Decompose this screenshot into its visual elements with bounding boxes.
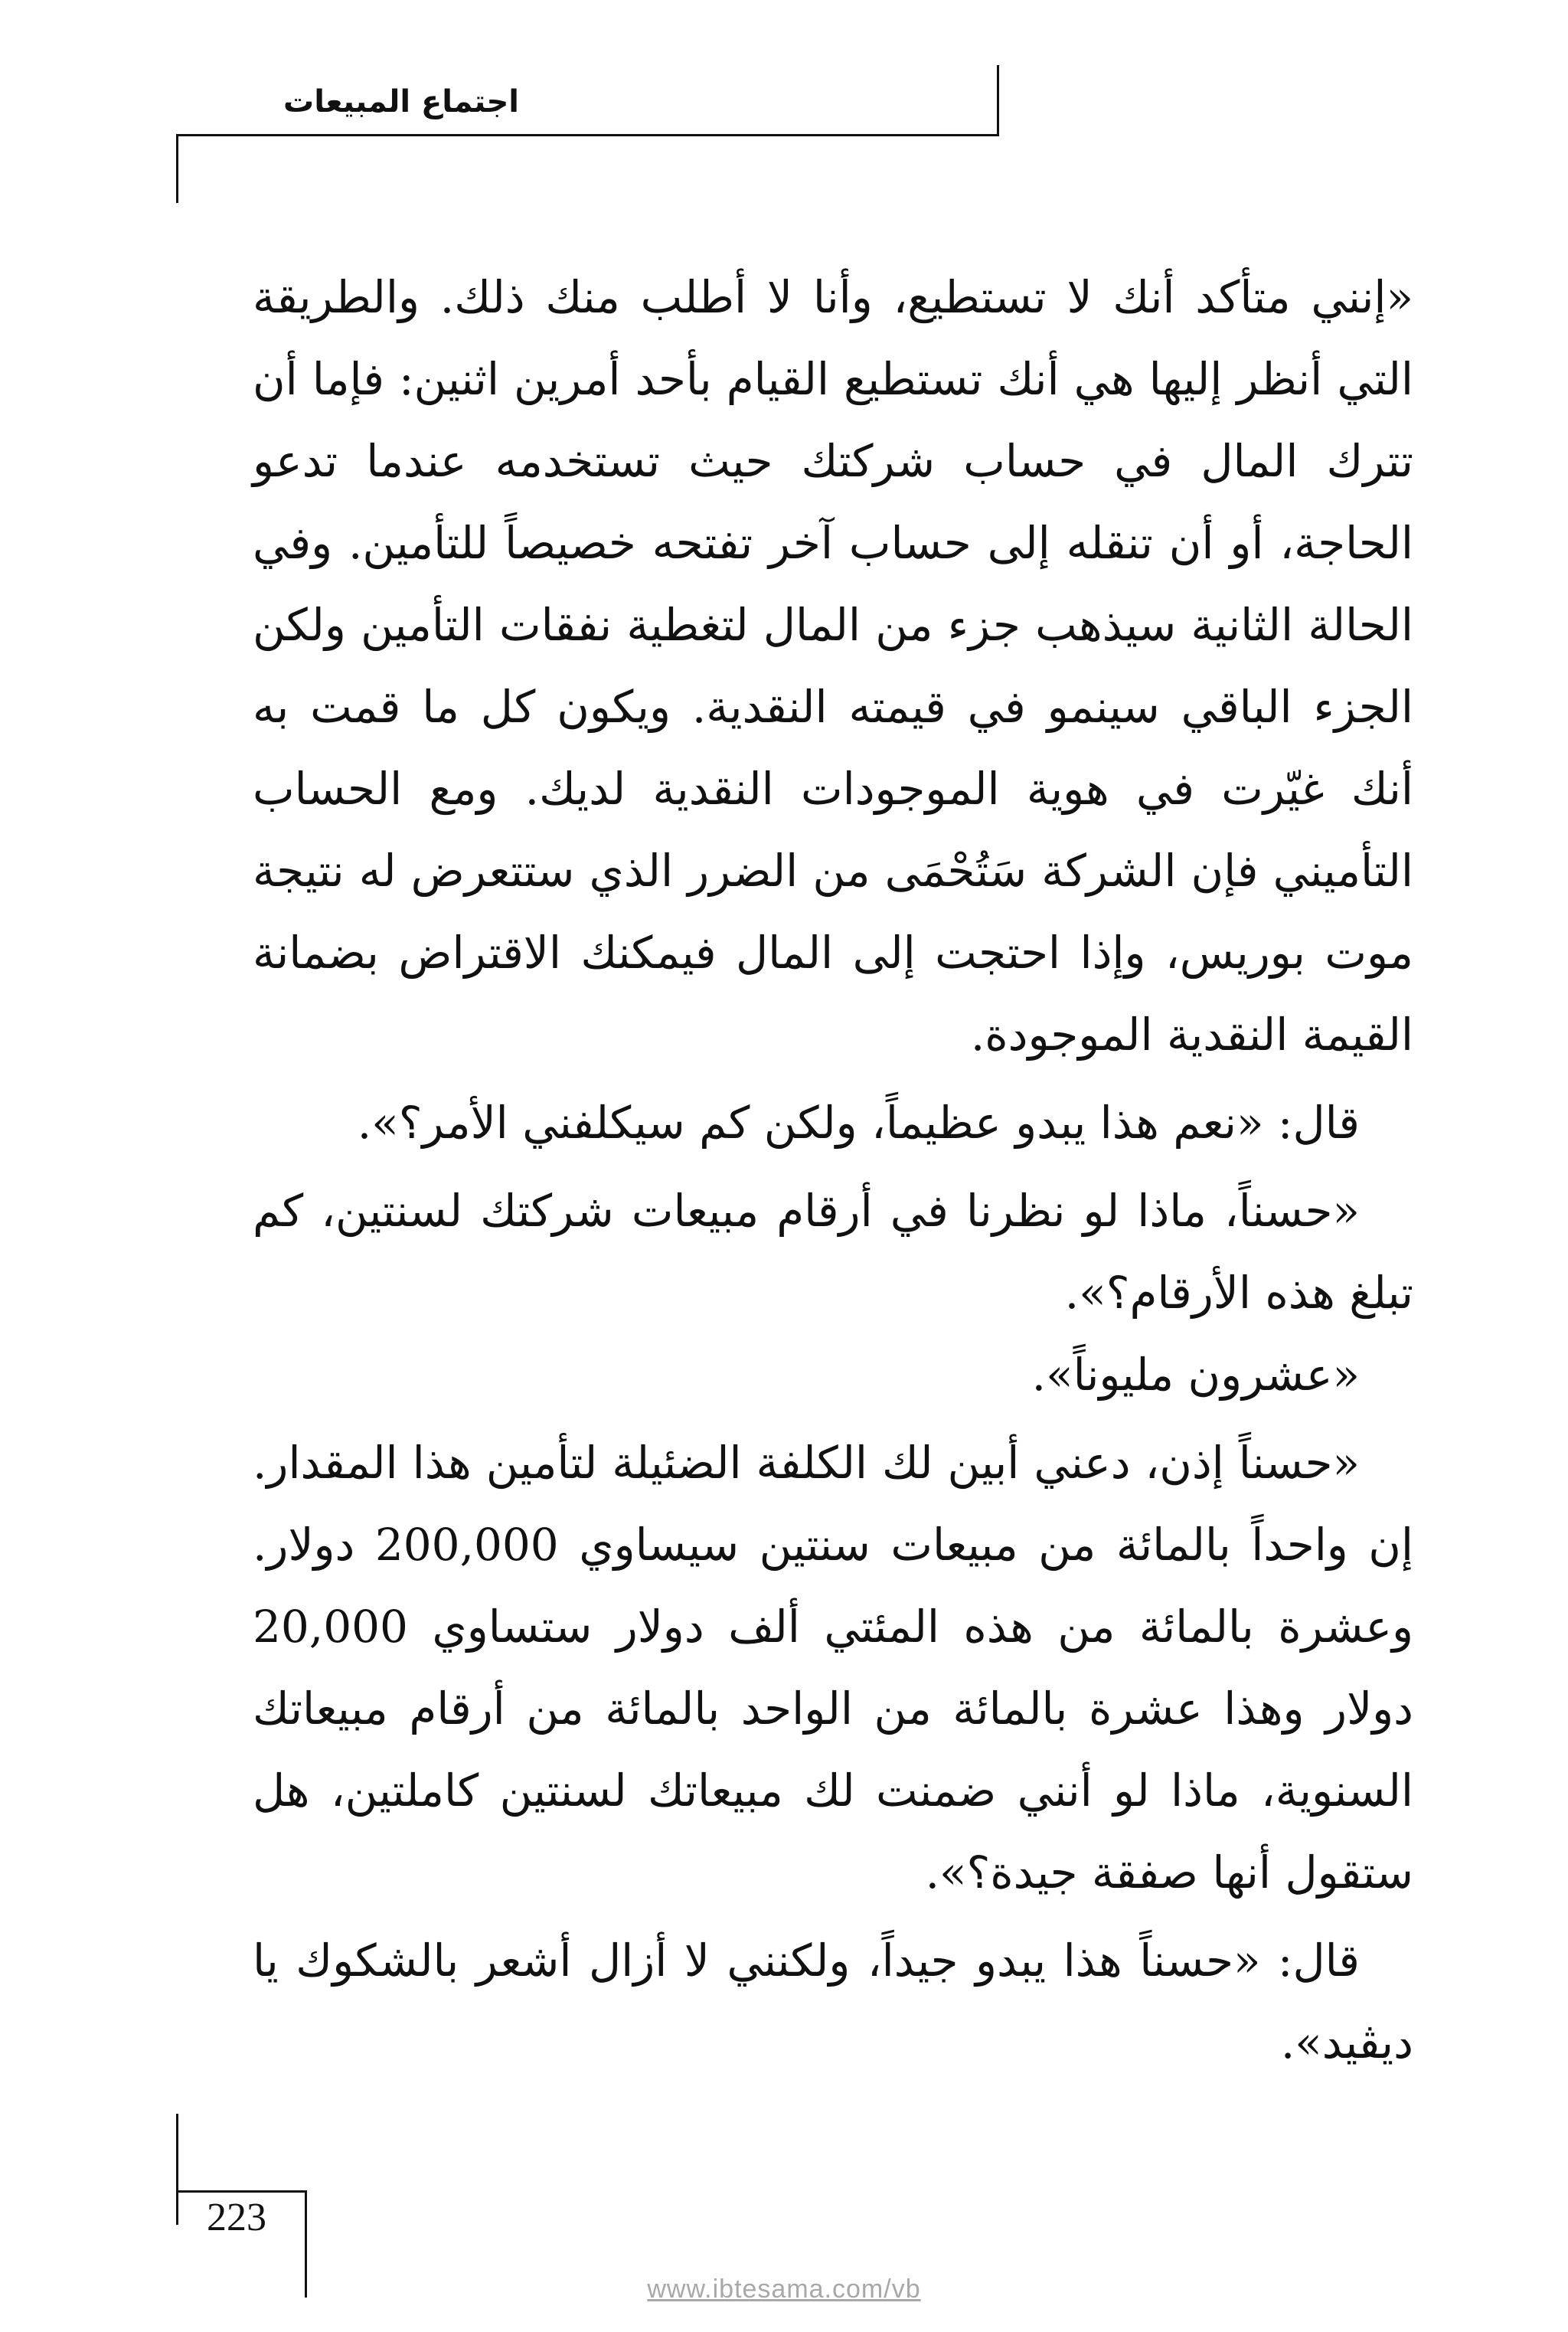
footer-frame-left-rule — [176, 2114, 178, 2225]
paragraph-4: «عشرون مليوناً». — [1031, 1349, 1360, 1401]
paragraph-2: قال: «نعم هذا يبدو عظيماً، ولكن كم سيكلفني الأمر؟». — [357, 1097, 1360, 1149]
page-body-text — [253, 257, 1413, 2084]
paragraph-1: «إنني متأكد أنك لا تستطيع، وأنا لا أطلب منك ذلك. والطريقة التي أنظر إليها هي أنك تستطيع القيام بأحد أمرين اثنين: فإما أن تترك المال في حساب شركتك حيث تستخدمه عندما تدعو الحاجة، أو أن تنقله إلى حساب آخر تفتحه خصيصاً للتأمين. وفي الحالة الثانية سيذهب جزء من المال لتغطية نفقات التأمين ولكن الجزء الباقي سينمو في قيمته النقدية. ويكون كل ما قمت به أنك غيّرت في هوية الموجودات النقدية لديك. ومع الحساب التأميني فإن الشركة سَتُحْمَى من الضرر الذي ستتعرض له نتيجة موت بوريس، وإذا احتجت إلى المال فيمكنك الاقتراض بضمانة القيمة النقدية الموجودة. — [253, 271, 1413, 1061]
watermark-link[interactable]: www.ibtesama.com/vb — [647, 2275, 921, 2304]
running-header-title: اجتماع المبيعات — [283, 84, 519, 119]
footer-frame-top-rule — [176, 2190, 306, 2193]
page-number: 223 — [207, 2196, 266, 2239]
header-frame-left-rule — [176, 134, 178, 203]
header-frame-right-rule — [997, 65, 999, 136]
paragraph-5: «حسناً إذن، دعني أبين لك الكلفة الضئيلة لتأمين هذا المقدار. إن واحداً بالمائة من مبيعات سنتين سيساوي 200,000 دولار. وعشرة بالمائة من هذه المئتي ألف دولار ستساوي 20,000 دولار وهذا عشرة بالمائة من الواحد بالمائة من أرقام مبيعاتك السنوية، ماذا لو أنني ضمنت لك مبيعاتك لسنتين كاملتين، هل ستقول أنها صفقة جيدة؟». — [253, 1437, 1414, 1899]
header-frame-top-rule — [176, 134, 999, 136]
paragraph-6: قال: «حسناً هذا يبدو جيداً، ولكنني لا أزال أشعر بالشكوك يا ديڤيد». — [253, 1935, 1413, 2069]
paragraph-3: «حسناً، ماذا لو نظرنا في أرقام مبيعات شركتك لسنتين، كم تبلغ هذه الأرقام؟». — [253, 1185, 1413, 1319]
